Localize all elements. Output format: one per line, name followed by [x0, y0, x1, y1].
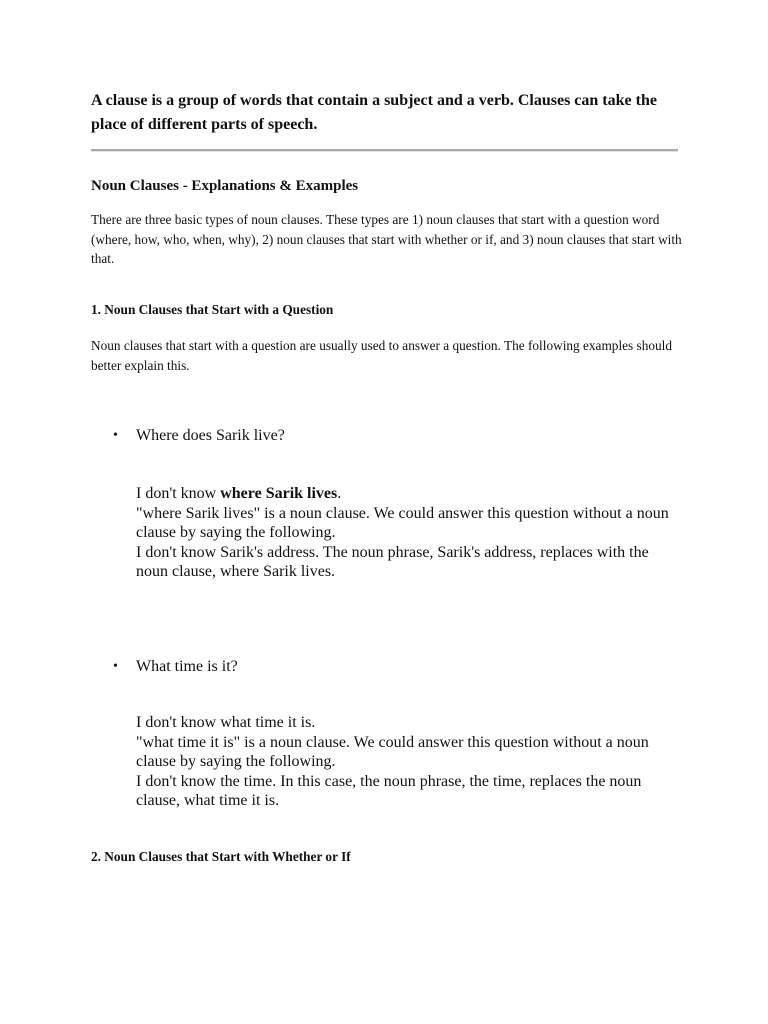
types-paragraph: There are three basic types of noun clauses. These types are 1) noun clauses that start with a question word (where, how, who, when, why), 2) noun clauses that start with whether or if, and 3) noun clauses that start with that. — [91, 212, 682, 266]
question-paragraph: Noun clauses that start with a question are usually used to answer a question. The following examples should better explain this. — [91, 338, 673, 373]
example-alternative: I don't know the time. In this case, the noun phrase, the time, replaces the noun clause, what time it is. — [136, 772, 642, 809]
heading-whether-if-clauses: 2. Noun Clauses that Start with Whether or If — [91, 849, 351, 864]
example-block — [136, 484, 681, 582]
example-explanation: "what time it is" is a noun clause. We could answer this question without a noun clause by saying the following. — [136, 733, 649, 770]
horizontal-rule — [91, 149, 678, 152]
bullet-icon: • — [113, 659, 118, 674]
example-question: Where does Sarik live? — [136, 427, 285, 444]
example-alternative: I don't know Sarik's address. The noun phrase, Sarik's address, replaces with the noun clause, where Sarik lives. — [136, 543, 649, 580]
intro-paragraph: A clause is a group of words that contain a subject and a verb. Clauses can take the place of different parts of speech. — [91, 92, 657, 133]
example-block — [136, 713, 681, 811]
example-answer-line: I don't know what time it is. — [136, 714, 316, 731]
section-title: Noun Clauses - Explanations & Examples — [91, 178, 359, 194]
example-question: What time is it? — [136, 658, 238, 675]
bullet-icon: • — [113, 428, 118, 443]
example-explanation: "where Sarik lives" is a noun clause. We could answer this question without a noun clause by saying the following. — [136, 504, 669, 541]
example-answer-line: I don't know where Sarik lives. — [136, 485, 342, 502]
noun-clause-highlight: where Sarik lives — [220, 485, 338, 502]
heading-question-clauses: 1. Noun Clauses that Start with a Question — [91, 302, 334, 317]
